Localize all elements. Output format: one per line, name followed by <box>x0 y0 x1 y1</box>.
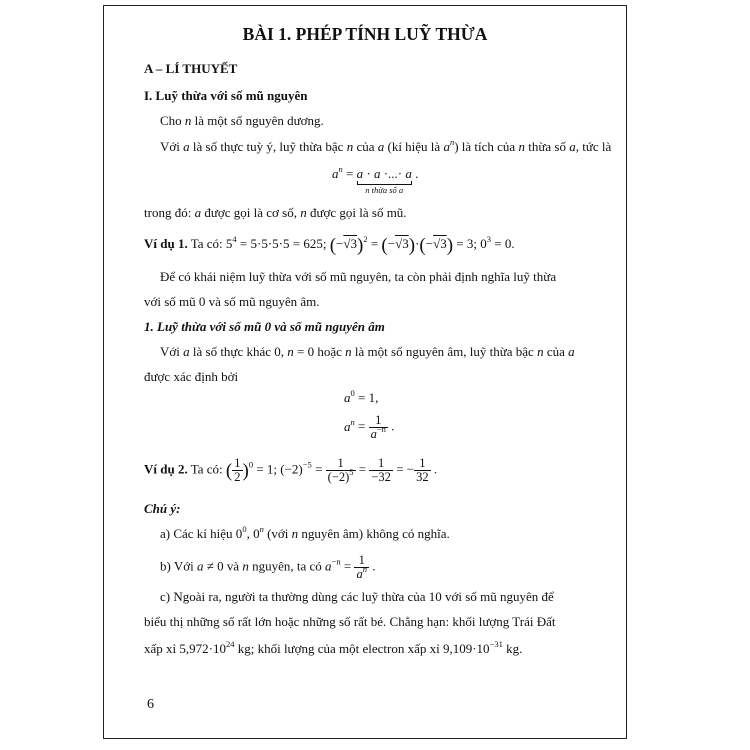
subheading-1: 1. Luỹ thừa với số mũ 0 và số mũ nguyên âm <box>144 319 385 334</box>
example-2: Ví dụ 2. Ta có: ( $\frac{1}{2}$ )$^0$ = 1; $(-2)^{-5}$ = $\frac{1}{(-2)^5}$ = $\frac{1}{-32}$ = − $\frac{1}{32}$ . <box>144 456 438 485</box>
section-heading-a: A – LÍ THUYẾT <box>144 61 238 76</box>
note-c-line-2: biểu thị những số rất lớn hoặc những số rất bé. Chẳng hạn: khối lượng Trái Đất <box>144 614 556 629</box>
note-c-line-3: xấp xỉ $5,972\cdot 10^{24}$ kg; khối lượng của một electron xấp xỉ $9,109\cdot 10^{-31}$ kg. <box>144 639 523 656</box>
paragraph-1: Cho n là một số nguyên dương. <box>160 113 324 128</box>
note-b: b) Với a ≠ 0 và n nguyên, ta có $a^{-n}$ = $\frac{1}{a^n}$ . <box>160 553 376 582</box>
paragraph-3: trong đó: a được gọi là cơ số, n được gọi là số mũ. <box>144 205 407 220</box>
formula-zero-exponent: $a^0 = 1$, <box>344 388 379 405</box>
note-c-line-1: c) Ngoài ra, người ta thường dùng các luỹ thừa của 10 với số mũ nguyên để <box>160 589 554 604</box>
paragraph-4b: với số mũ 0 và số mũ nguyên âm. <box>144 294 320 309</box>
formula-negative-exponent: $a^n$ = $\frac{1}{a^{-n}}$ . <box>344 413 395 442</box>
example-1-label: Ví dụ 1. <box>144 236 188 251</box>
formula-power-definition: $a^n$ = a · a ·...· a n thừa số a . <box>332 164 419 195</box>
document-page <box>103 5 627 739</box>
section-heading-i: I. Luỹ thừa với số mũ nguyên <box>144 88 308 103</box>
note-label: Chú ý: <box>144 501 181 516</box>
page-title: BÀI 1. PHÉP TÍNH LUỸ THỪA <box>242 24 488 44</box>
page-number: 6 <box>147 697 154 712</box>
example-2-label: Ví dụ 2. <box>144 461 188 477</box>
paragraph-4a: Để có khái niệm luỹ thừa với số mũ nguyên, ta còn phải định nghĩa luỹ thừa <box>160 269 557 284</box>
paragraph-2: Với a là số thực tuỳ ý, luỹ thừa bậc n của a (kí hiệu là $a^n$) là tích của n thừa số a, tức là <box>160 137 612 154</box>
paragraph-5a: Với a là số thực khác 0, n = 0 hoặc n là một số nguyên âm, luỹ thừa bậc n của a <box>160 344 575 359</box>
paragraph-5b: được xác định bởi <box>144 369 239 384</box>
example-1: Ví dụ 1. Ta có: $5^4 = 5\cdot 5\cdot 5\cdot 5 = 625$; $(-√3)^2 = (-√3)\cdot(-√3) = 3$; $0^3 = 0$. <box>144 234 515 256</box>
note-a: a) Các kí hiệu $0^0$, 0$^n$ (với n nguyên âm) không có nghĩa. <box>160 524 450 541</box>
